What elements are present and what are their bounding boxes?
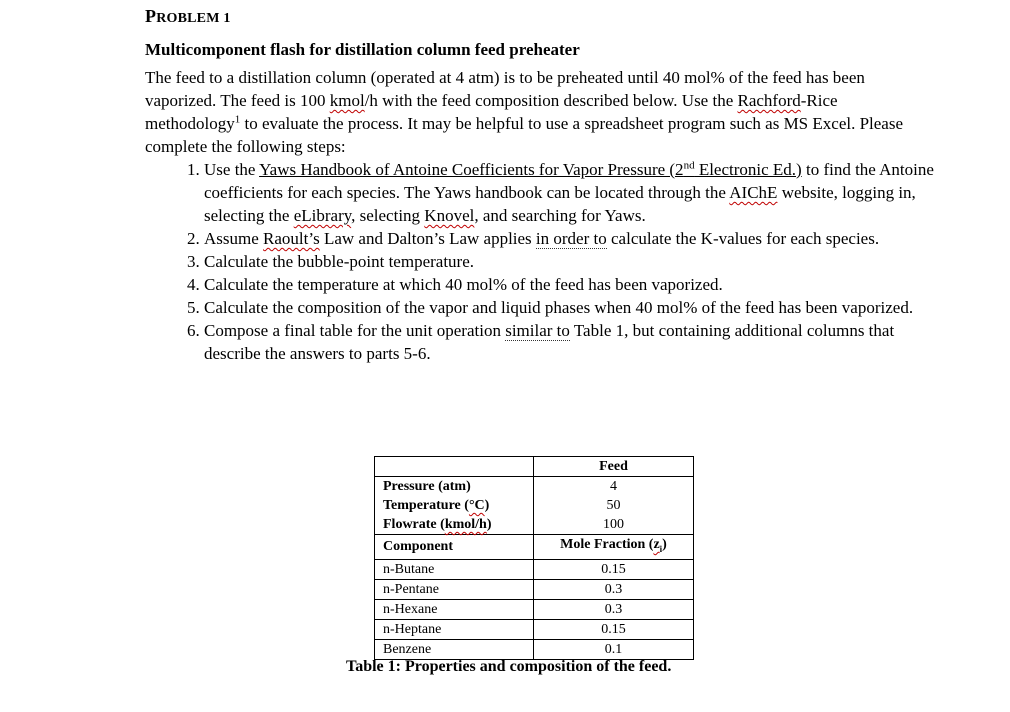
step-1-text-a: Use the [204,160,260,179]
table-row [375,639,694,659]
step-2 [204,227,954,250]
temperature-label: Temperature (°C) [375,496,534,515]
temperature-value: 50 [534,496,694,515]
raoult-word: Raoult’s [263,229,320,248]
intro-text-1: The feed to a distillation column (operated at 4 atm) is to be preheated until 40 mol% of the feed has been vaporized. The feed is 100 [145,68,865,110]
table-header-row [375,457,694,477]
problem-subtitle: Multicomponent flash for distillation column feed preheater [145,40,580,59]
table-row [375,559,694,579]
table-caption: Table 1: Properties and composition of the feed. [346,658,672,675]
step-6 [204,319,954,365]
yaws-link-text-b: Electronic Ed.) [694,160,802,179]
mole-fraction-label: Mole Fraction $(z_i)$ [534,535,694,560]
yaws-handbook-link[interactable] [259,160,802,179]
pressure-row [375,477,694,497]
component-label: Component [375,535,534,560]
step-2-text-b: Law and Dalton’s Law applies [319,229,536,248]
knovel-word: Knovel [424,206,475,225]
feed-table [374,456,694,660]
component-header-row [375,535,694,560]
step-3: 3. Calculate the bubble-point temperature. [204,250,954,273]
intro-text-4: to evaluate the process. It may be helpful to use a spreadsheet program such as MS Excel. Please complete the following steps: [145,114,904,156]
title-rest: ROBLEM 1 [156,11,231,26]
aiche-word: AIChE [729,183,778,202]
component-fraction: 0.1 [534,639,694,659]
header-empty-cell [375,457,534,477]
component-fraction: 0.15 [534,619,694,639]
yaws-link-text-a: Yaws Handbook of Antoine Coefficients for Vapor Pressure (2 [259,160,684,179]
steps-list [172,158,954,365]
component-name: n-Pentane [375,579,534,599]
title-initial: P [145,6,157,26]
flowrate-row [375,515,694,535]
flowrate-label: Flowrate (kmol/h) [375,515,534,535]
table-row [375,599,694,619]
table-row [375,579,694,599]
step-1-text-e: , and searching for Yaws. [474,206,646,225]
step-2-text-a: Assume [204,229,264,248]
yaws-link-sup: nd [683,159,695,172]
footnote-marker: 1 [234,113,241,126]
component-name: Benzene [375,639,534,659]
table-row [375,619,694,639]
elibrary-word: eLibrary [293,206,352,225]
step-6-text-a: Compose a final table for the unit operation [204,321,506,340]
component-fraction: 0.3 [534,579,694,599]
step-5: 5. Calculate the composition of the vapor and liquid phases when 40 mol% of the feed has been vaporized. [204,296,954,319]
component-fraction: 0.3 [534,599,694,619]
step-1-text-b: to find the Antoine coefficients for each species. The Yaws handbook can be located through the [204,160,934,202]
intro-text-3: -Rice methodology [145,91,838,133]
in-order-to-phrase: in order to [535,229,607,248]
intro-text-2: /h with the feed composition described below. Use the [364,91,738,110]
problem-title [145,6,231,27]
intro-kmol: kmol [329,91,365,110]
step-4: 4. Calculate the temperature at which 40 mol% of the feed has been vaporized. [204,273,954,296]
component-fraction: 0.15 [534,559,694,579]
component-name: n-Hexane [375,599,534,619]
intro-rachford: Rachford [737,91,801,110]
pressure-value: 4 [534,477,694,497]
step-2-text-c: calculate the K-values for each species. [606,229,880,248]
pressure-label: Pressure (atm) [375,477,534,497]
step-1-text-c: website, logging in, selecting the [204,183,916,225]
flowrate-value: 100 [534,515,694,535]
step-6-text-b: Table 1, but containing additional columns that describe the answers to parts 5-6. [204,321,895,363]
component-name: n-Heptane [375,619,534,639]
intro-paragraph [145,66,935,158]
component-name: n-Butane [375,559,534,579]
step-1 [204,158,954,227]
feed-column-header: Feed [534,457,694,477]
step-1-text-d: , selecting [351,206,425,225]
similar-to-phrase: similar to [505,321,570,340]
temperature-row [375,496,694,515]
